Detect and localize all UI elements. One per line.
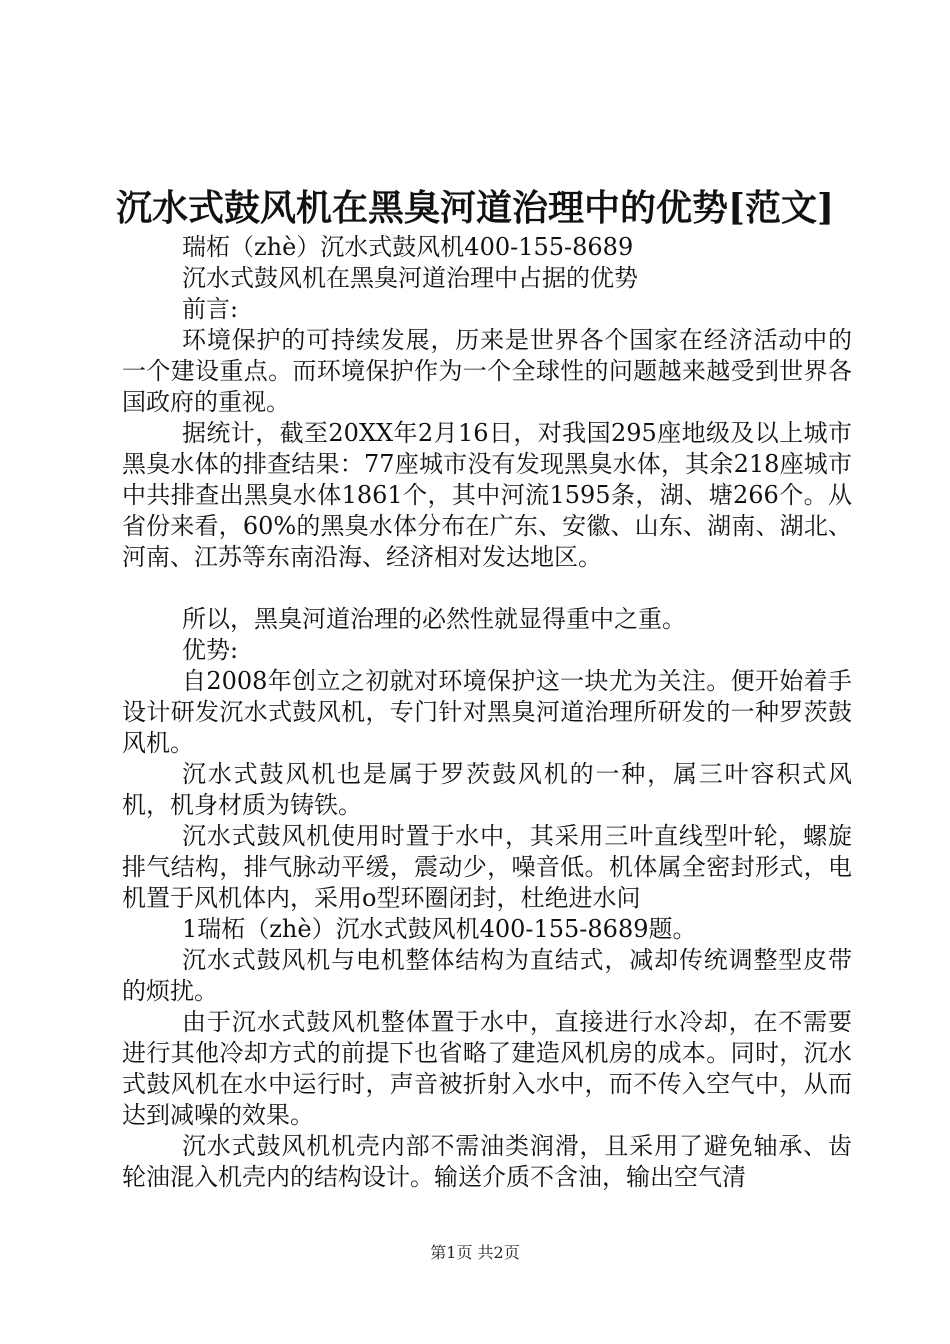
page-footer: 第1页 共2页 <box>430 1243 520 1262</box>
document-body <box>122 232 852 1193</box>
paragraph: 由于沉水式鼓风机整体置于水中，直接进行水冷却，在不需要进行其他冷却方式的前提下也省略了建造风机房的成本。同时，沉水式鼓风机在水中运行时，声音被折射入水中，而不传入空气中，从而达到减噪的效果。 <box>122 1008 852 1129</box>
paragraph: 沉水式鼓风机也是属于罗茨鼓风机的一种，属三叶容积式风机，机身材质为铸铁。 <box>122 760 852 819</box>
paragraph: 沉水式鼓风机使用时置于水中，其采用三叶直线型叶轮，螺旋排气结构，排气脉动平缓，震动少，噪音低。机体属全密封形式，电机置于风机体内，采用o型环圈闭封，杜绝进水问 <box>122 822 852 912</box>
paragraph: 沉水式鼓风机与电机整体结构为直结式，减却传统调整型皮带的烦扰。 <box>122 946 852 1005</box>
advantage-heading: 优势: <box>182 636 239 664</box>
contact-line: 1瑞柘（zhè）沉水式鼓风机400-155-8689题。 <box>182 915 697 943</box>
paragraph: 环境保护的可持续发展，历来是世界各个国家在经济活动中的一个建设重点。而环境保护作为一个全球性的问题越来越受到世界各国政府的重视。 <box>122 326 852 416</box>
paragraph: 据统计，截至20XX年2月16日，对我国295座地级及以上城市黑臭水体的排查结果：77座城市没有发现黑臭水体，其余218座城市中共排查出黑臭水体1861个，其中河流1595条，湖、塘266个。从省份来看，60%的黑臭水体分布在广东、安徽、山东、湖南、湖北、河南、江苏等东南沿海、经济相对发达地区。 <box>122 419 852 571</box>
contact-line: 瑞柘（zhè）沉水式鼓风机400-155-8689 <box>182 233 634 261</box>
paragraph: 所以，黑臭河道治理的必然性就显得重中之重。 <box>182 605 686 633</box>
document-title: 沉水式鼓风机在黑臭河道治理中的优势[范文] <box>115 187 835 229</box>
preface-heading: 前言: <box>182 295 239 323</box>
subtitle: 沉水式鼓风机在黑臭河道治理中占据的优势 <box>182 264 638 292</box>
paragraph: 沉水式鼓风机机壳内部不需油类润滑，且采用了避免轴承、齿轮油混入机壳内的结构设计。输送介质不含油，输出空气清 <box>122 1132 852 1191</box>
paragraph: 自2008年创立之初就对环境保护这一块尤为关注。便开始着手设计研发沉水式鼓风机，专门针对黑臭河道治理所研发的一种罗茨鼓风机。 <box>122 667 852 757</box>
